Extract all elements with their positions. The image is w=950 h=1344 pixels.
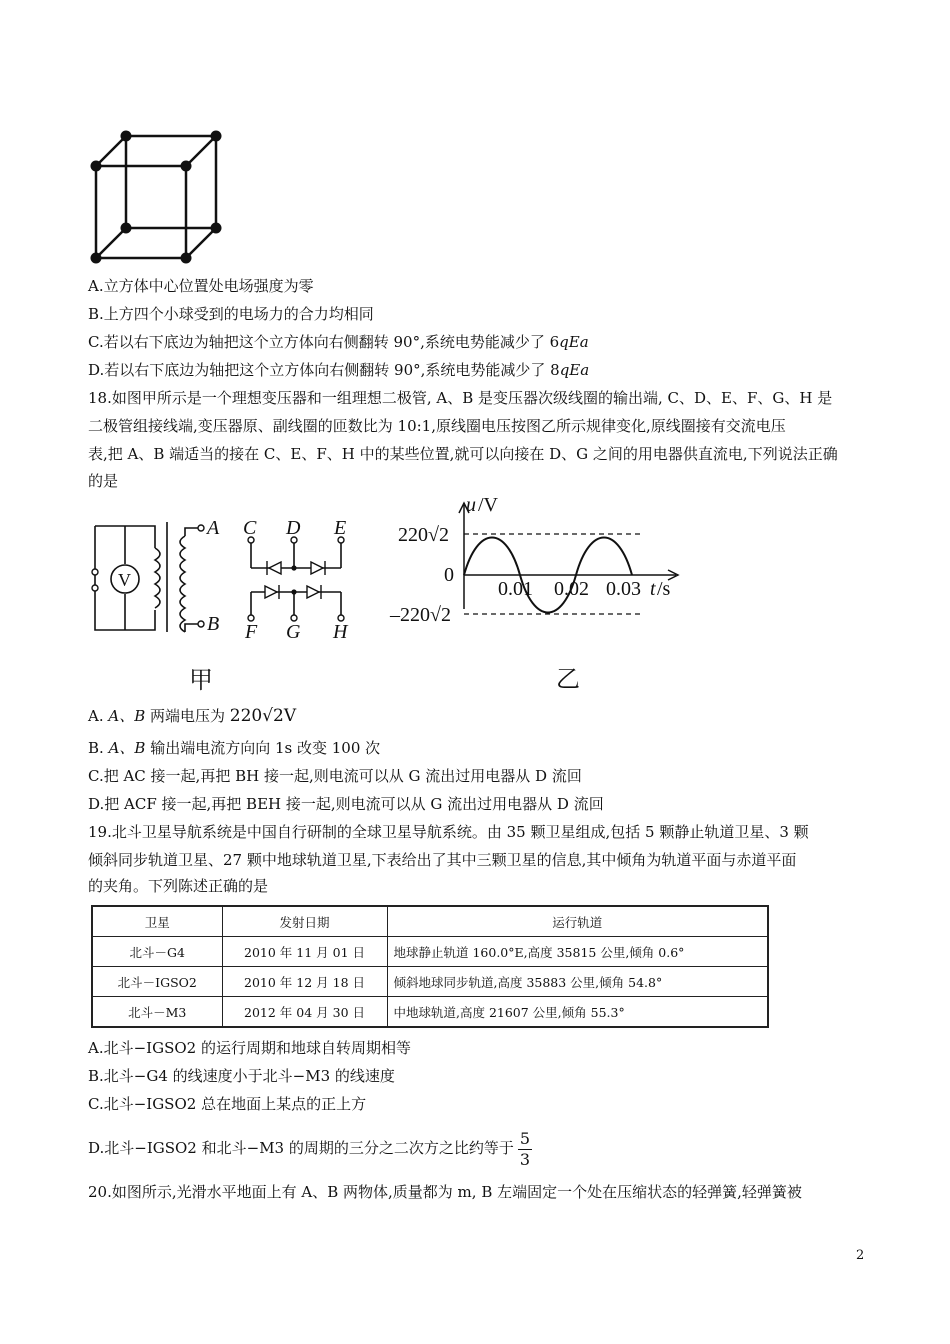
q18-stem-line: 18.如图甲所示是一个理想变压器和一组理想二极管, A、B 是变压器次级线圈的输出端, C、D、E、F、G、H 是	[88, 389, 833, 407]
table-cell: 中地球轨道,高度 21607 公里,倾角 55.3°	[387, 997, 768, 1028]
q19-stem-line: 的夹角。下列陈述正确的是	[88, 877, 269, 895]
voltmeter-label: V	[118, 570, 131, 590]
table-cell: 北斗－G4	[92, 937, 222, 967]
charge-ball	[121, 131, 132, 142]
q19-stem-line: 倾斜同步轨道卫星、27 颗中地球轨道卫星,下表给出了其中三颗卫星的信息,其中倾角为轨道平面与赤道平面	[88, 851, 797, 869]
y-tick-top: 220√2	[398, 524, 449, 546]
label-a: A	[207, 517, 220, 539]
figure-jia-circuit	[85, 512, 375, 692]
y-tick-zero: 0	[444, 564, 454, 586]
y-axis-unit: /V	[478, 495, 498, 516]
q19-option-a: A.北斗−IGSO2 的运行周期和地球自转周期相等	[88, 1039, 411, 1057]
q19-option-b: B.北斗−G4 的线速度小于北斗−M3 的线速度	[88, 1067, 395, 1085]
figure-yi-voltage-graph	[380, 495, 700, 695]
y-axis-label: u	[466, 495, 476, 516]
table-header: 卫星	[92, 906, 222, 937]
q18-option-c: C.把 AC 接一起,再把 BH 接一起,则电流可以从 G 流出过用电器从 D 流回	[88, 767, 582, 785]
table-cell: 北斗－M3	[92, 997, 222, 1028]
charge-ball	[181, 161, 192, 172]
q18-option-b: B. A、B 输出端电流方向向 1s 改变 100 次	[88, 739, 381, 757]
q19-stem-line: 19.北斗卫星导航系统是中国自行研制的全球卫星导航系统。由 35 颗卫星组成,包括 5 颗静止轨道卫星、3 颗	[88, 823, 809, 841]
charge-ball	[211, 223, 222, 234]
label-g: G	[286, 621, 301, 643]
charge-ball	[211, 131, 222, 142]
q19-option-c: C.北斗−IGSO2 总在地面上某点的正上方	[88, 1095, 367, 1113]
q18-stem-line: 二极管组接线端,变压器原、副线圈的匝数比为 10:1,原线圈电压按图乙所示规律变化,原线圈接有交流电压	[88, 417, 786, 435]
table-cell: 2010 年 11 月 01 日	[222, 937, 387, 967]
charge-ball	[91, 161, 102, 172]
x-axis-unit: /s	[657, 578, 671, 600]
diode	[307, 586, 319, 598]
label-d: D	[286, 517, 301, 539]
q18-stem-line: 的是	[88, 472, 119, 490]
table-row	[92, 997, 768, 1028]
label-h: H	[333, 621, 348, 643]
q17-option-c: C.若以右下底边为轴把这个立方体向右侧翻转 90°,系统电势能减少了 6qEa	[88, 333, 589, 351]
table-cell: 北斗－IGSO2	[92, 967, 222, 997]
charge-ball	[91, 253, 102, 264]
diode	[269, 562, 281, 574]
charge-ball	[121, 223, 132, 234]
x-axis-label: t	[650, 578, 656, 600]
x-tick: 0.01	[498, 578, 533, 600]
q19-option-d: D.北斗−IGSO2 和北斗−M3 的周期的三分之二次方之比约等于 $\frac{5}{3}$	[88, 1128, 531, 1169]
y-tick-bottom: –220√2	[390, 604, 451, 626]
caption-yi: 乙	[556, 665, 580, 693]
q18-option-a: A. A、B 两端电压为 220√2V	[88, 706, 297, 726]
table-cell: 2010 年 12 月 18 日	[222, 967, 387, 997]
label-b: B	[207, 613, 220, 635]
q17-option-d: D.若以右下底边为轴把这个立方体向右侧翻转 90°,系统电势能减少了 8qEa	[88, 361, 590, 379]
label-c: C	[243, 517, 257, 539]
diode	[311, 562, 323, 574]
table-header: 发射日期	[222, 906, 387, 937]
table-row	[92, 937, 768, 967]
satellite-table	[91, 905, 769, 1028]
charge-ball	[181, 253, 192, 264]
cube-figure	[80, 120, 230, 270]
page-number: 2	[856, 1248, 865, 1263]
table-row	[92, 967, 768, 997]
table-cell: 倾斜地球同步轨道,高度 35883 公里,倾角 54.8°	[387, 967, 768, 997]
q18-stem-line: 表,把 A、B 端适当的接在 C、E、F、H 中的某些位置,就可以向接在 D、G 之间的用电器供直流电,下列说法正确	[88, 445, 838, 463]
table-header: 运行轨道	[387, 906, 768, 937]
caption-jia: 甲	[189, 666, 213, 692]
q18-option-d: D.把 ACF 接一起,再把 BEH 接一起,则电流可以从 G 流出过用电器从 D 流回	[88, 795, 604, 813]
q17-option-a: A.立方体中心位置处电场强度为零	[88, 277, 314, 295]
x-tick: 0.02	[554, 578, 589, 600]
diode	[265, 586, 277, 598]
label-f: F	[245, 621, 258, 643]
fraction: $\frac{5}{3}$	[519, 1128, 531, 1169]
q17-option-b: B.上方四个小球受到的电场力的合力均相同	[88, 305, 374, 323]
table-header-row	[92, 906, 768, 937]
table-cell: 地球静止轨道 160.0°E,高度 35815 公里,倾角 0.6°	[387, 937, 768, 967]
q20-stem-line: 20.如图所示,光滑水平地面上有 A、B 两物体,质量都为 m, B 左端固定一个处在压缩状态的轻弹簧,轻弹簧被	[88, 1183, 802, 1201]
table-cell: 2012 年 04 月 30 日	[222, 997, 387, 1028]
x-tick: 0.03	[606, 578, 641, 600]
label-e: E	[334, 517, 347, 539]
